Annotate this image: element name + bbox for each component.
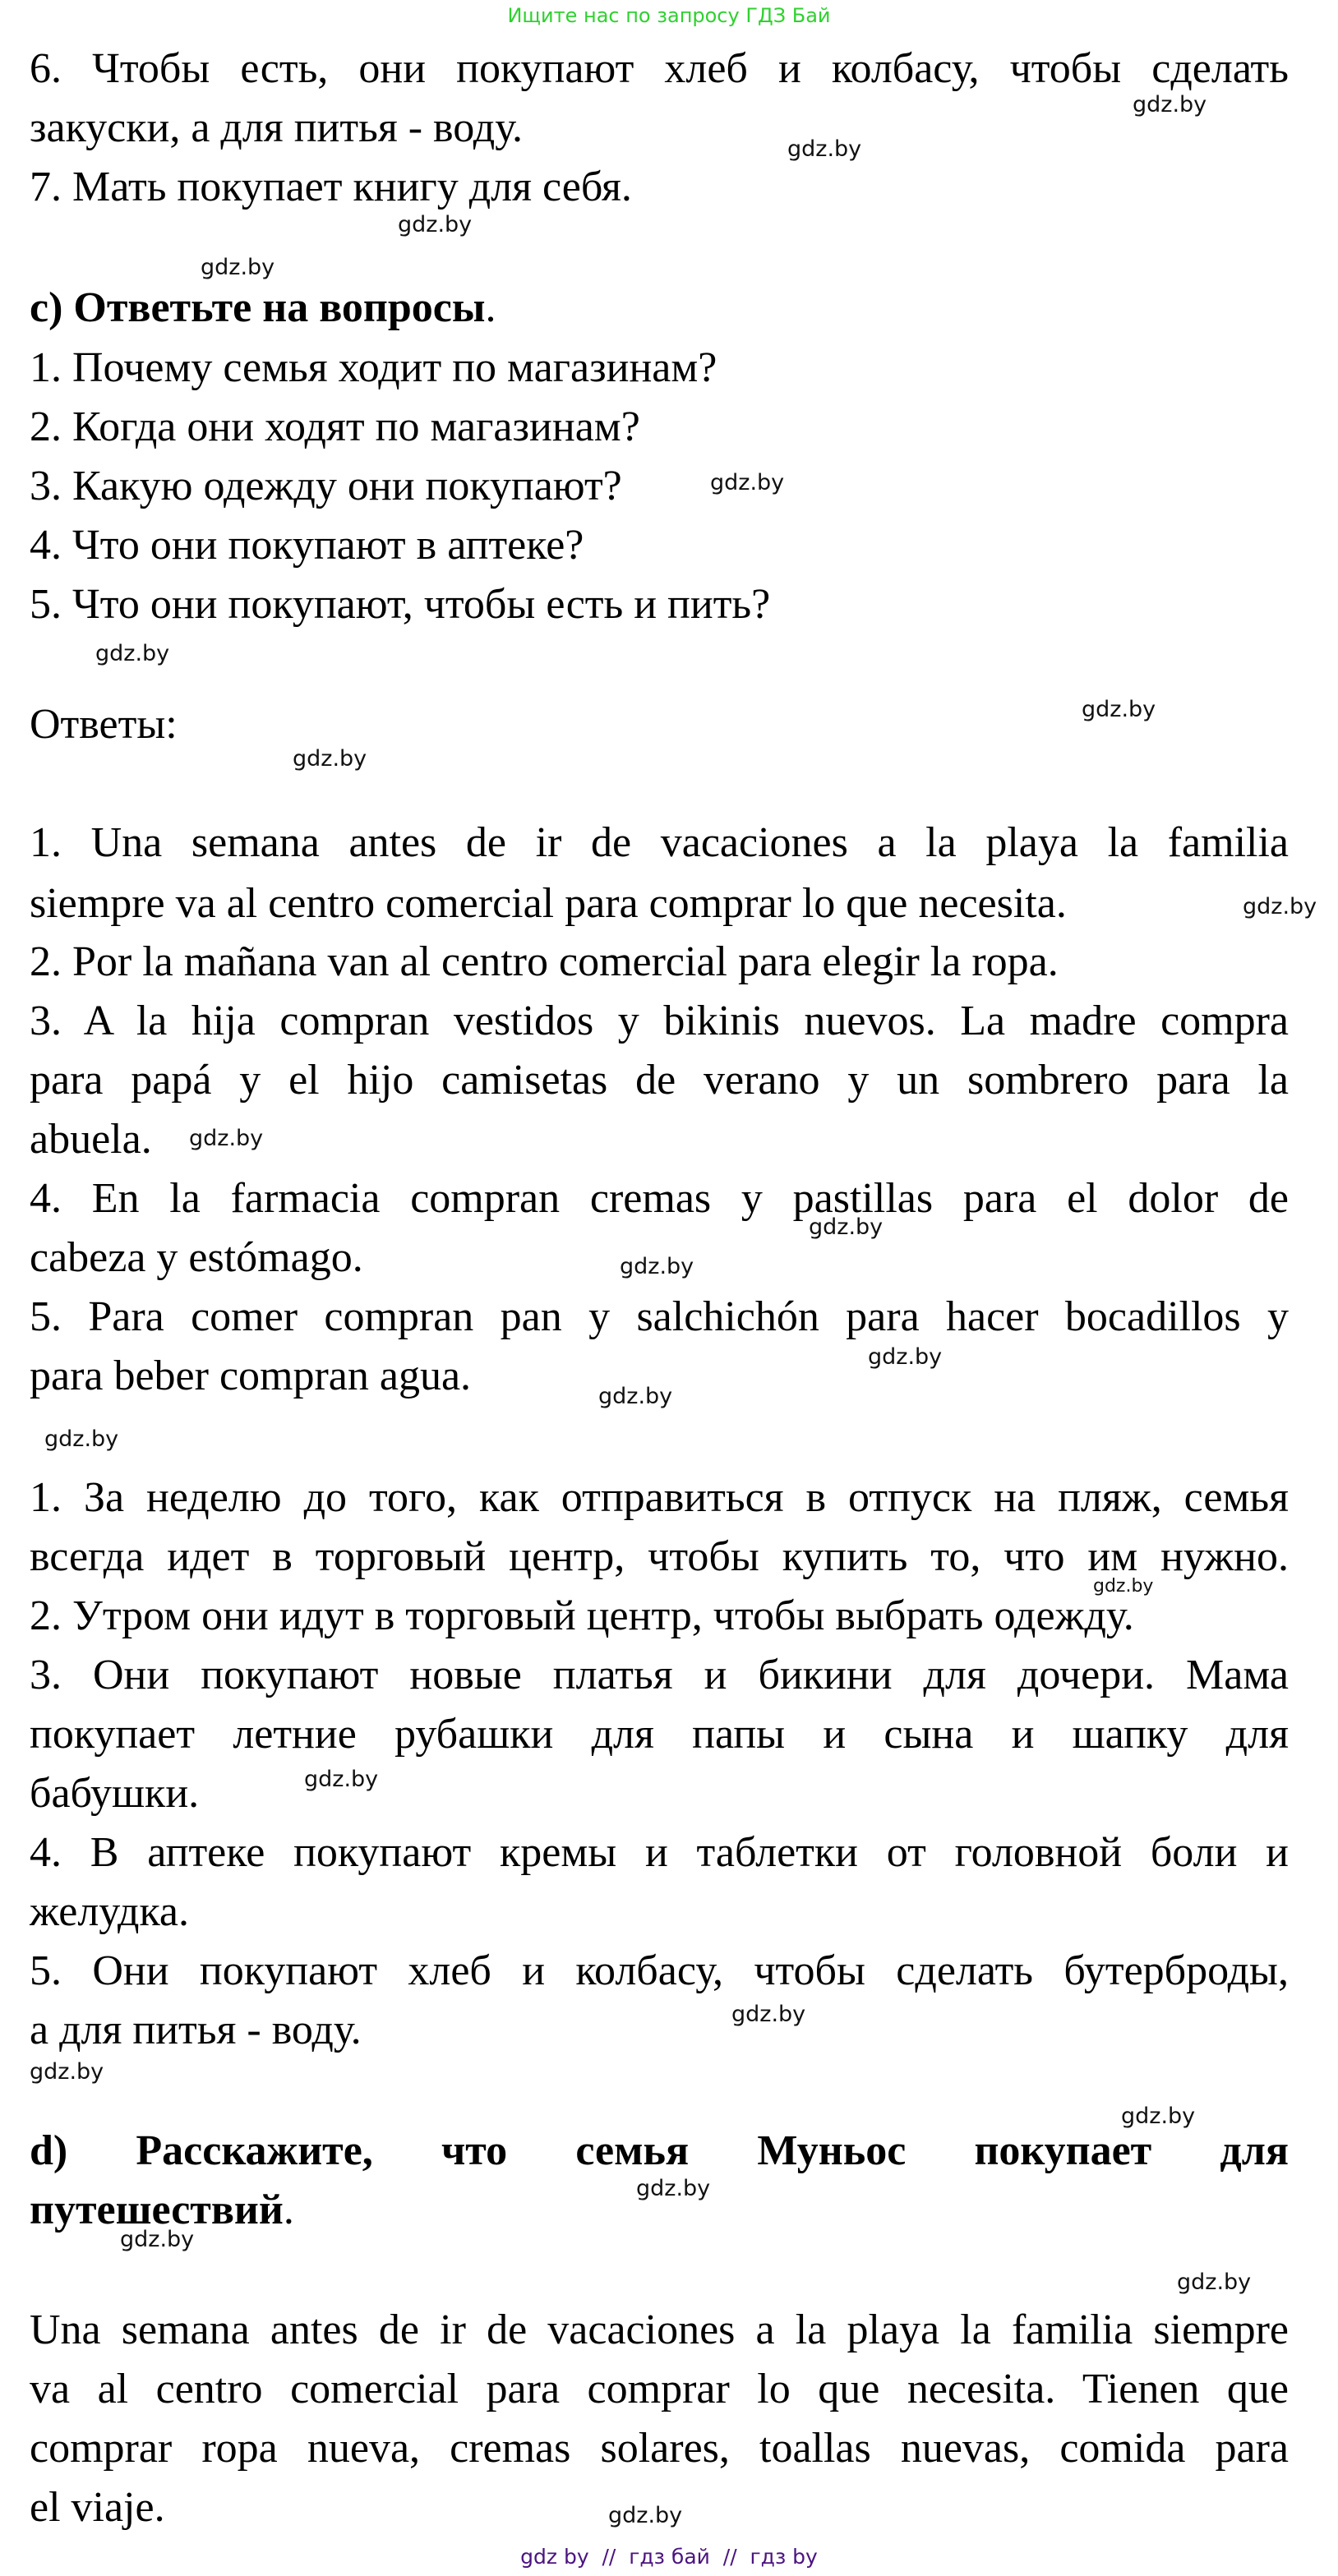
section-c-heading (30, 279, 1289, 338)
watermark: gdz.by (1133, 92, 1207, 118)
watermark: gdz.by (1082, 697, 1156, 722)
watermark: gdz.by (787, 136, 862, 162)
question-item: 1. Почему семья ходит по магазинам? (30, 344, 717, 391)
question-item: 5. Что они покупают, чтобы есть и пить? (30, 581, 771, 628)
section-d-heading: d) Расскажите, что семья Муньос покупает для (30, 2127, 1289, 2174)
text-line: закуски, а для питья - воду. (30, 104, 524, 151)
search-banner[interactable]: Ищите нас по запросу ГДЗ Бай (507, 4, 831, 27)
answer-ru-line: 3. Они покупают новые платья и бикини для дочери. Мама (30, 1652, 1289, 1698)
answer-ru-line: а для питья - воду. (30, 2007, 362, 2053)
question-item: 3. Какую одежду они покупают? (30, 463, 622, 509)
answer-es-line: para papá y el hijo camisetas de verano y un sombrero para la (30, 1057, 1289, 1104)
watermark: gdz.by (1243, 894, 1317, 919)
watermark: gdz.by (304, 1767, 379, 1792)
answer-ru-line: всегда идет в торговый центр, чтобы купить то, что им нужно. (30, 1533, 1289, 1580)
answer-ru-line: бабушки. (30, 1770, 200, 1817)
watermark: gdz.by (398, 212, 473, 237)
watermark: gdz.by (30, 2059, 104, 2085)
watermark: gdz.by (809, 1214, 884, 1240)
watermark: gdz.by (608, 2503, 683, 2528)
answers-label: Ответы: (30, 701, 178, 748)
watermark: gdz.by (868, 1344, 943, 1370)
heading-text: путешествий (30, 2187, 284, 2233)
answer-es-line: 4. En la farmacia compran cremas y pastillas para el dolor de (30, 1175, 1289, 1222)
answer-es-line: abuela. (30, 1116, 152, 1163)
watermark: gdz.by (1121, 2104, 1196, 2129)
answer-ru-line: 4. В аптеке покупают кремы и таблетки от головной боли и (30, 1829, 1289, 1876)
answer-es-line: 2. Por la mañana van al centro comercial para elegir la ropa. (30, 938, 1059, 985)
story-line: el viaje. (30, 2484, 165, 2531)
watermark: gdz.by (95, 641, 170, 666)
watermark: gdz.by (120, 2227, 195, 2252)
watermark: gdz.by (636, 2176, 711, 2201)
watermark: gdz.by (44, 1426, 119, 1452)
heading-period: . (283, 2187, 294, 2233)
heading-text: c) Ответьте на вопросы (30, 284, 486, 331)
text-line: 6. Чтобы есть, они покупают хлеб и колбасу, чтобы сделать (30, 45, 1289, 92)
heading-period: . (485, 284, 496, 331)
answer-ru-line: 1. За неделю до того, как отправиться в отпуск на пляж, семья (30, 1474, 1289, 1521)
answer-es-line: siempre va al centro comercial para comprar lo que necesita. (30, 880, 1067, 927)
question-item: 2. Когда они ходят по магазинам? (30, 403, 640, 450)
question-item: 4. Что они покупают в аптеке? (30, 522, 584, 569)
story-line: va al centro comercial para comprar lo que necesita. Tienen que (30, 2366, 1289, 2412)
answer-es-line: 5. Para comer compran pan y salchichón para hacer bocadillos y (30, 1293, 1289, 1340)
answer-es-line: 1. Una semana antes de ir de vacaciones a la playa la familia (30, 819, 1289, 866)
answer-ru-line: желудка. (30, 1888, 190, 1935)
watermark: gdz.by (1093, 1576, 1154, 1597)
watermark: gdz.by (189, 1126, 264, 1151)
answer-ru-line: покупает летние рубашки для папы и сына и шапку для (30, 1711, 1289, 1758)
watermark: gdz.by (710, 470, 785, 495)
watermark: gdz.by (293, 746, 367, 772)
text-line: 7. Мать покупает книгу для себя. (30, 164, 632, 210)
watermark: gdz.by (620, 1254, 694, 1279)
watermark: gdz.by (1177, 2270, 1252, 2295)
answer-es-line: cabeza y estómago. (30, 1234, 363, 1281)
answer-es-line: 3. A la hija compran vestidos y bikinis nuevos. La madre compra (30, 998, 1289, 1044)
answer-ru-line: 5. Они покупают хлеб и колбасу, чтобы сделать бутерброды, (30, 1947, 1289, 1994)
watermark: gdz.by (731, 2002, 806, 2027)
footer-links[interactable]: gdz by // гдз бай // гдз by (520, 2545, 818, 2569)
story-line: comprar ropa nueva, cremas solares, toallas nuevas, comida para (30, 2425, 1289, 2472)
watermark: gdz.by (598, 1384, 673, 1409)
answer-es-line: para beber compran agua. (30, 1353, 472, 1399)
story-line: Una semana antes de ir de vacaciones a la playa la familia siempre (30, 2306, 1289, 2353)
answer-ru-line: 2. Утром они идут в торговый центр, чтобы выбрать одежду. (30, 1592, 1134, 1639)
watermark: gdz.by (201, 255, 275, 280)
